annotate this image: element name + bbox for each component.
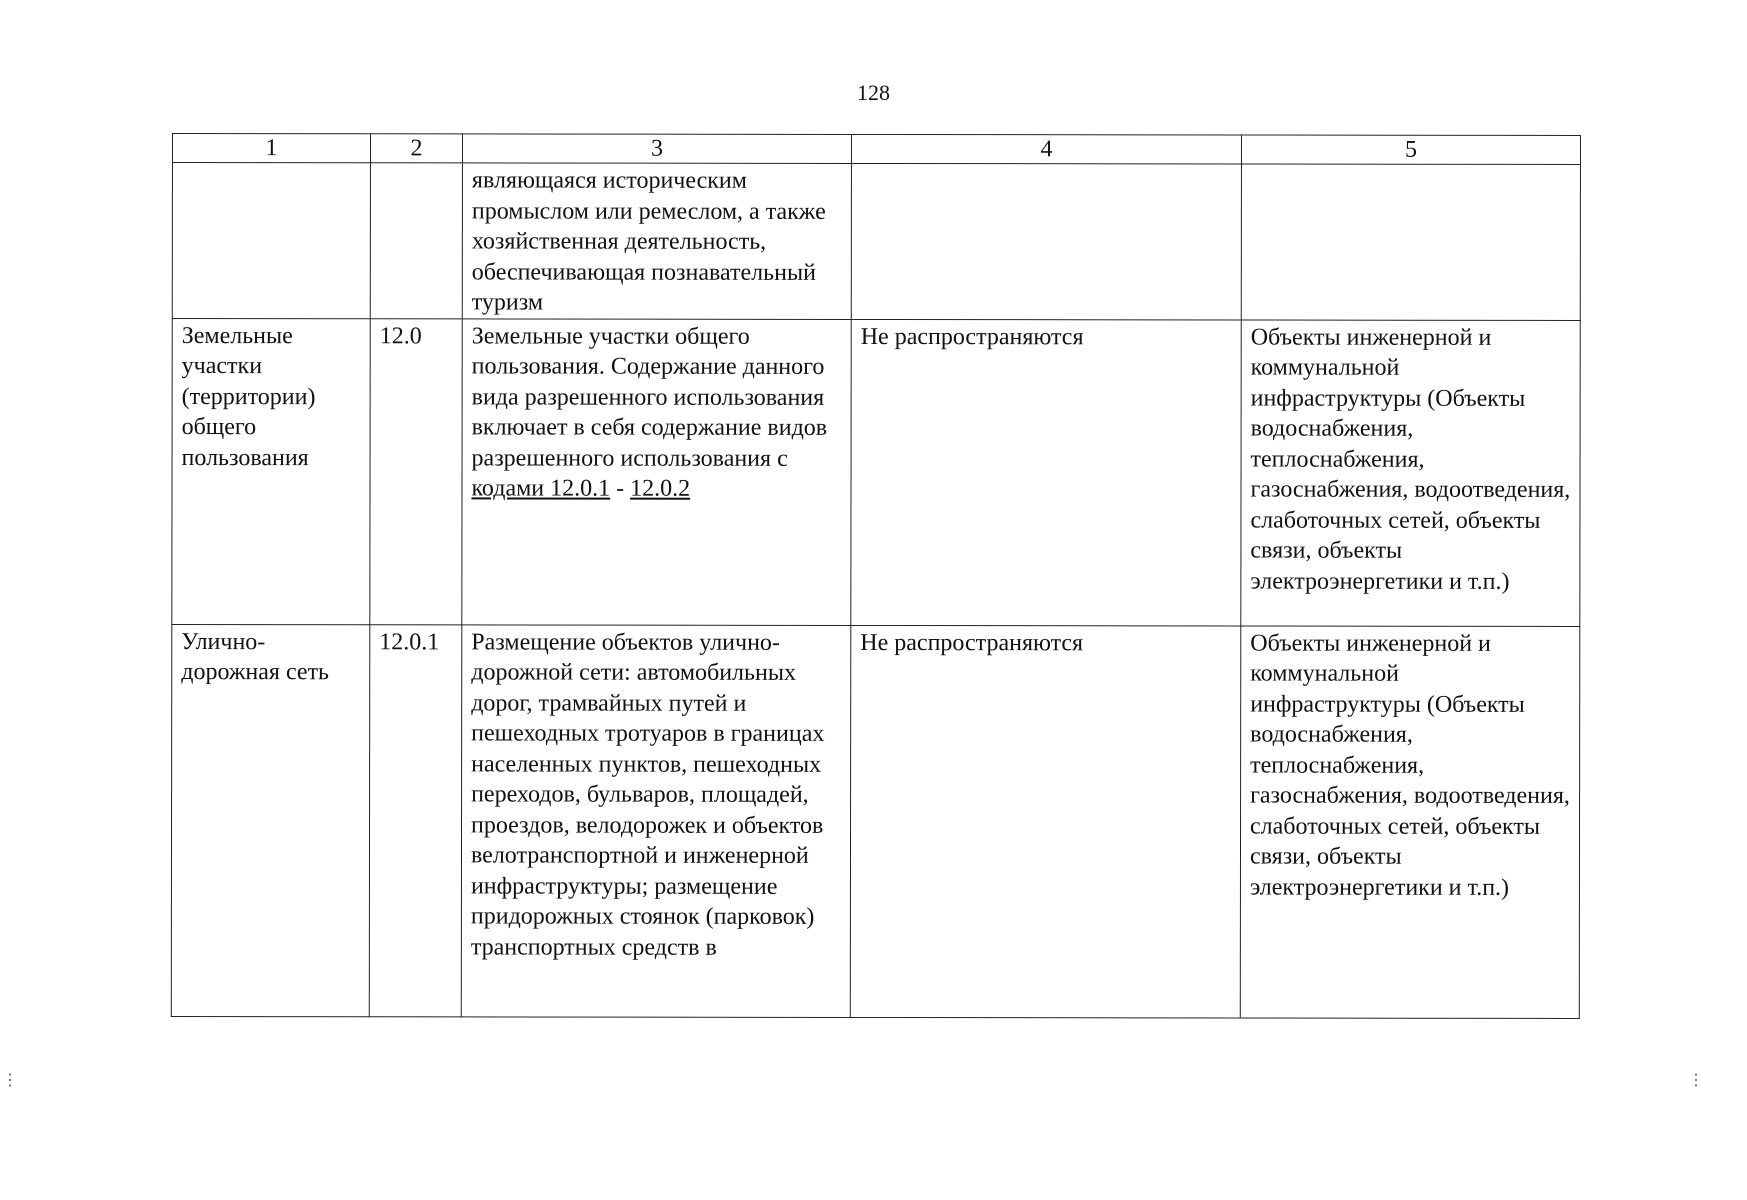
right-edge-mark: ⋮ [1688,1072,1704,1089]
cell-name [172,163,370,319]
land-use-table [171,133,1581,1018]
description-text: Земельные участки общего пользования. Содержание данного вида разрешенного использования включает в себя содержание видов разрешенного использования с [471,322,828,472]
cell-description: Размещение объектов улично-дорожной сети: автомобильных дорог, трамвайных путей и пешеходных тротуаров в границах населенных пунктов, пешеходных переходов, бульваров, площадей, проездов, велодорожек и объектов велотранспортной и инженерной инфраструктуры; размещение придорожных стоянок (парковок) транспортных средств в [461,624,851,1017]
cell-objects: Объекты инженерной и коммунальной инфраструктуры (Объекты водоснабжения, теплоснабжения, газоснабжения, водоотведения, слаботочных сетей, объекты связи, объекты электроэнергетики и т.п.) [1241,319,1580,625]
cell-objects [1241,164,1580,320]
cell-code: 12.0 [370,318,462,624]
column-header-5: 5 [1241,135,1580,164]
cell-restrictions: Не распространяются [850,625,1241,1018]
cell-description [462,318,851,625]
left-edge-mark: ⋮ [2,1072,18,1089]
cell-description: являющаяся историческим промыслом или ремеслом, а также хозяйственная деятельность, обеспечивающая познавательный туризм [462,163,851,319]
cell-objects: Объекты инженерной и коммунальной инфраструктуры (Объекты водоснабжения, теплоснабжения, газоснабжения, водоотведения, слаботочных сетей, объекты связи, объекты электроэнергетики и т.п.) [1240,625,1580,1017]
column-header-3: 3 [462,134,851,164]
page-number: 128 [857,80,890,105]
cell-code: 12.0.1 [369,624,462,1016]
column-header-4: 4 [851,134,1241,164]
column-header-1: 1 [172,134,370,163]
table-row [172,318,1580,626]
cell-name: Улично-дорожная сеть [171,624,370,1016]
link-separator: - [610,475,631,502]
table-row [172,163,1580,320]
column-header-2: 2 [370,134,462,163]
cell-name: Земельные участки (территории) общего пользования [172,318,370,624]
cell-restrictions [851,163,1241,319]
code-link-12-0-1[interactable]: кодами 12.0.1 [471,475,611,502]
cell-code [370,163,462,319]
table-row [171,624,1580,1018]
cell-restrictions: Не распространяются [851,319,1241,626]
table-header-row [172,134,1580,165]
code-link-12-0-2[interactable]: 12.0.2 [630,475,691,502]
